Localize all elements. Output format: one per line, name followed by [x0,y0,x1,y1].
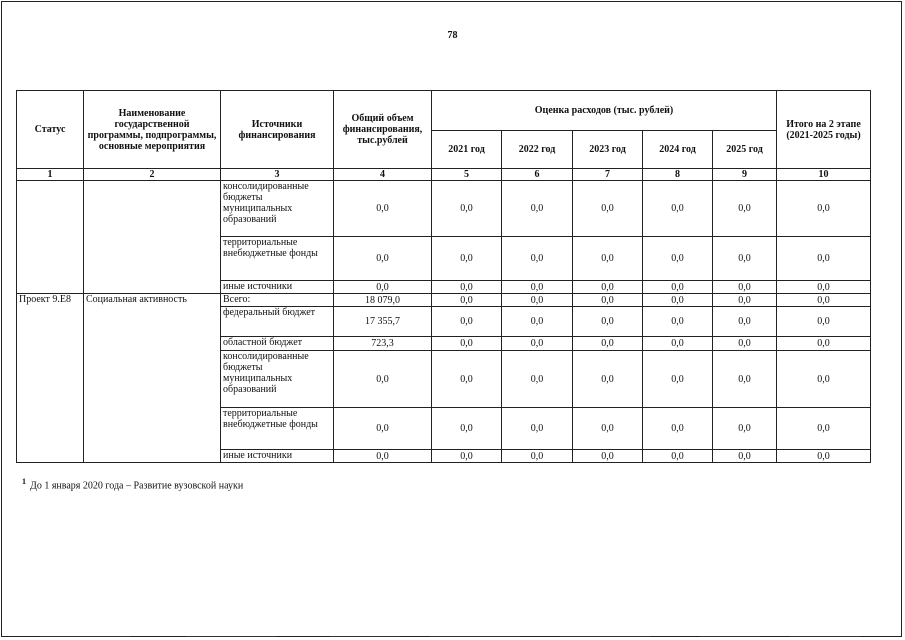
value-cell: 0,0 [432,351,502,408]
col-num: 10 [777,169,871,181]
col-num: 5 [432,169,502,181]
col-num: 1 [17,169,84,181]
value-cell: 0,0 [502,351,573,408]
value-cell: 0,0 [502,450,573,463]
value-cell: 0,0 [432,294,502,307]
source-cell: консолидированные бюджеты муниципальных образований [221,351,334,408]
header-name: Наименование государственной программы, подпрограммы, основные мероприятия [84,91,221,169]
value-cell: 17 355,7 [334,307,432,337]
value-cell: 0,0 [573,351,643,408]
value-cell: 0,0 [432,337,502,351]
value-cell: 0,0 [573,307,643,337]
value-cell: 0,0 [432,237,502,281]
value-cell: 0,0 [777,281,871,294]
header-2025: 2025 год [713,131,777,169]
source-cell: территориальные внебюджетные фонды [221,408,334,450]
col-num: 4 [334,169,432,181]
value-cell: 0,0 [713,181,777,237]
value-cell: 0,0 [777,294,871,307]
col-num: 9 [713,169,777,181]
footnote [22,477,243,491]
header-2022: 2022 год [502,131,573,169]
value-cell: 0,0 [573,181,643,237]
header-estimate: Оценка расходов (тыс. рублей) [432,91,777,131]
value-cell: 0,0 [573,237,643,281]
header-total: Общий объем финансирования, тыс.рублей [334,91,432,169]
project-name: Социальная активность [84,294,221,463]
value-cell: 0,0 [502,281,573,294]
financing-table [16,90,871,463]
col-num: 2 [84,169,221,181]
value-cell: 0,0 [777,181,871,237]
header-2024: 2024 год [643,131,713,169]
source-cell: консолидированные бюджеты муниципальных образований [221,181,334,237]
value-cell: 0,0 [573,408,643,450]
scan-artifact [186,636,276,637]
value-cell: 0,0 [643,408,713,450]
value-cell: 0,0 [777,307,871,337]
value-cell: 0,0 [777,337,871,351]
header-sources: Источники финансирования [221,91,334,169]
source-cell: иные источники [221,450,334,463]
scan-artifact [330,636,400,637]
footnote-text: До 1 января 2020 года – Развитие вузовской науки [30,480,244,492]
value-cell: 0,0 [643,294,713,307]
scan-artifact [790,636,860,637]
value-cell: 0,0 [334,450,432,463]
value-cell: 0,0 [713,337,777,351]
footnote-marker: 1 [22,477,26,486]
source-cell: территориальные внебюджетные фонды [221,237,334,281]
value-cell: 0,0 [502,181,573,237]
value-cell: 0,0 [334,351,432,408]
page-number: 78 [447,30,458,41]
value-cell: 0,0 [777,237,871,281]
column-number-row [17,169,871,181]
header-2021: 2021 год [432,131,502,169]
value-cell: 0,0 [643,450,713,463]
status-cell-empty [17,181,84,294]
value-cell: 0,0 [777,450,871,463]
source-cell: федеральный бюджет [221,307,334,337]
value-cell: 0,0 [432,307,502,337]
value-cell: 0,0 [334,281,432,294]
value-cell: 0,0 [713,281,777,294]
value-cell: 0,0 [432,181,502,237]
value-cell: 0,0 [502,294,573,307]
header-stage-total: Итого на 2 этапе (2021-2025 годы) [777,91,871,169]
value-cell: 0,0 [643,337,713,351]
header-2023: 2023 год [573,131,643,169]
value-cell: 0,0 [713,307,777,337]
col-num: 8 [643,169,713,181]
value-cell: 18 079,0 [334,294,432,307]
value-cell: 0,0 [573,294,643,307]
value-cell: 0,0 [713,237,777,281]
value-cell: 0,0 [334,181,432,237]
col-num: 7 [573,169,643,181]
value-cell: 0,0 [643,307,713,337]
scan-artifact [560,636,650,637]
value-cell: 0,0 [573,337,643,351]
name-cell-empty [84,181,221,294]
table-row [17,294,871,307]
project-status: Проект 9.Е8 [17,294,84,463]
scan-artifact [430,636,520,637]
header-status: Статус [17,91,84,169]
value-cell: 0,0 [713,408,777,450]
value-cell: 0,0 [643,181,713,237]
table-row [17,181,871,237]
value-cell: 0,0 [502,237,573,281]
value-cell: 0,0 [502,307,573,337]
value-cell: 0,0 [573,450,643,463]
col-num: 3 [221,169,334,181]
source-cell: Всего: [221,294,334,307]
col-num: 6 [502,169,573,181]
value-cell: 0,0 [334,237,432,281]
value-cell: 0,0 [643,351,713,408]
value-cell: 0,0 [334,408,432,450]
value-cell: 0,0 [432,450,502,463]
value-cell: 0,0 [432,408,502,450]
value-cell: 0,0 [713,294,777,307]
value-cell: 0,0 [643,281,713,294]
value-cell: 0,0 [502,337,573,351]
scan-artifact [40,636,130,637]
value-cell: 0,0 [573,281,643,294]
value-cell: 0,0 [713,351,777,408]
source-cell: областной бюджет [221,337,334,351]
source-cell: иные источники [221,281,334,294]
value-cell: 0,0 [432,281,502,294]
value-cell: 0,0 [502,408,573,450]
value-cell: 0,0 [713,450,777,463]
value-cell: 0,0 [777,351,871,408]
value-cell: 0,0 [643,237,713,281]
value-cell: 723,3 [334,337,432,351]
scan-artifact [700,636,760,637]
value-cell: 0,0 [777,408,871,450]
